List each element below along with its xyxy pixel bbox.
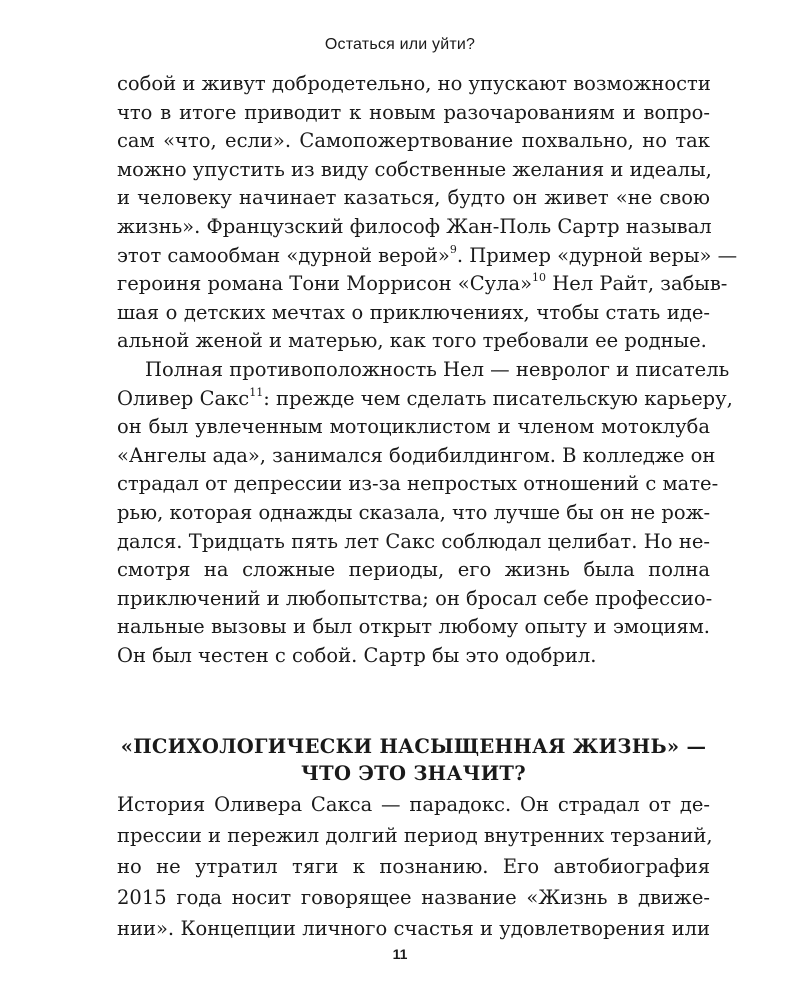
text-line: Он был честен с собой. Сартр бы это одобрил. — [117, 643, 597, 667]
text-line: что в итоге приводит к новым разочарованиям и вопро- — [117, 100, 710, 124]
text-line — [117, 242, 738, 271]
heading-line: ЧТО ЭТО ЗНАЧИТ? — [301, 762, 526, 785]
text-line: собой и живут добродетельно, но упускают возможности — [117, 72, 711, 95]
text-fragment: Оливер Сакс — [117, 386, 250, 410]
text-line: но не утратил тяги к познанию. Его автобиография — [117, 855, 710, 878]
text-fragment: этот самообман «дурной верой» — [117, 243, 450, 267]
text-line: страдал от депрессии из-за непростых отношений с мате- — [117, 472, 719, 496]
text-fragment: Нел Райт, забыв- — [546, 272, 728, 296]
text-line: дался. Тридцать пять лет Сакс соблюдал целибат. Но не- — [117, 529, 710, 553]
text-line: нальные вызовы и был открыт любому опыту и эмоциям. — [117, 615, 710, 639]
text-line — [117, 385, 733, 414]
text-fragment: героиня романа Тони Моррисон «Сула» — [117, 272, 533, 296]
text-line: альной женой и матерью, как того требовали ее родные. — [117, 329, 707, 353]
paragraph — [117, 356, 733, 671]
section-heading — [117, 733, 710, 787]
text-line: и человеку начинает казаться, будто он живет «не свою — [117, 186, 710, 210]
text-line: рью, которая однажды сказала, что лучше бы он не рож- — [117, 500, 711, 524]
heading-line: «ПСИХОЛОГИЧЕСКИ НАСЫЩЕННАЯ ЖИЗНЬ» — — [120, 735, 707, 758]
text-line: смотря на сложные периоды, его жизнь была полна — [117, 558, 710, 582]
text-line: «Ангелы ада», занимался бодибилдингом. В колледже он — [117, 443, 716, 467]
text-line: сам «что, если». Самопожертвование похвально, но так — [117, 129, 710, 153]
footnote-ref: 11 — [249, 385, 264, 399]
main-text — [117, 70, 738, 670]
page-number: 11 — [392, 946, 408, 962]
text-line: нии». Концепции личного счастья и удовлетворения или — [117, 917, 710, 940]
section-paragraph — [117, 789, 713, 944]
text-line: можно упустить из виду собственные желания и идеалы, — [117, 157, 712, 181]
text-line: он был увлеченным мотоциклистом и членом мотоклуба — [117, 415, 710, 439]
footnote-ref: 10 — [532, 271, 547, 285]
text-line: История Оливера Сакса — парадокс. Он страдал от де- — [117, 793, 710, 816]
text-line — [117, 270, 728, 299]
running-head: Остаться или уйти? — [324, 36, 476, 53]
text-line: жизнь». Французский философ Жан-Поль Сартр называл — [117, 214, 712, 238]
text-line: прессии и пережил долгий период внутренних терзаний, — [117, 824, 713, 847]
text-line: шая о детских мечтах о приключениях, чтобы стать иде- — [117, 300, 710, 324]
text-line: Полная противоположность Нел — невролог и писатель — [145, 357, 730, 381]
paragraph — [117, 70, 738, 356]
text-fragment: . Пример «дурной веры» — — [456, 243, 738, 267]
text-line: приключений и любопытства; он бросал себе профессио- — [117, 586, 713, 610]
text-line: 2015 года носит говорящее название «Жизнь в движе- — [117, 886, 710, 909]
text-fragment: : прежде чем сделать писательскую карьеру, — [263, 386, 733, 410]
footnote-ref: 9 — [449, 242, 457, 256]
